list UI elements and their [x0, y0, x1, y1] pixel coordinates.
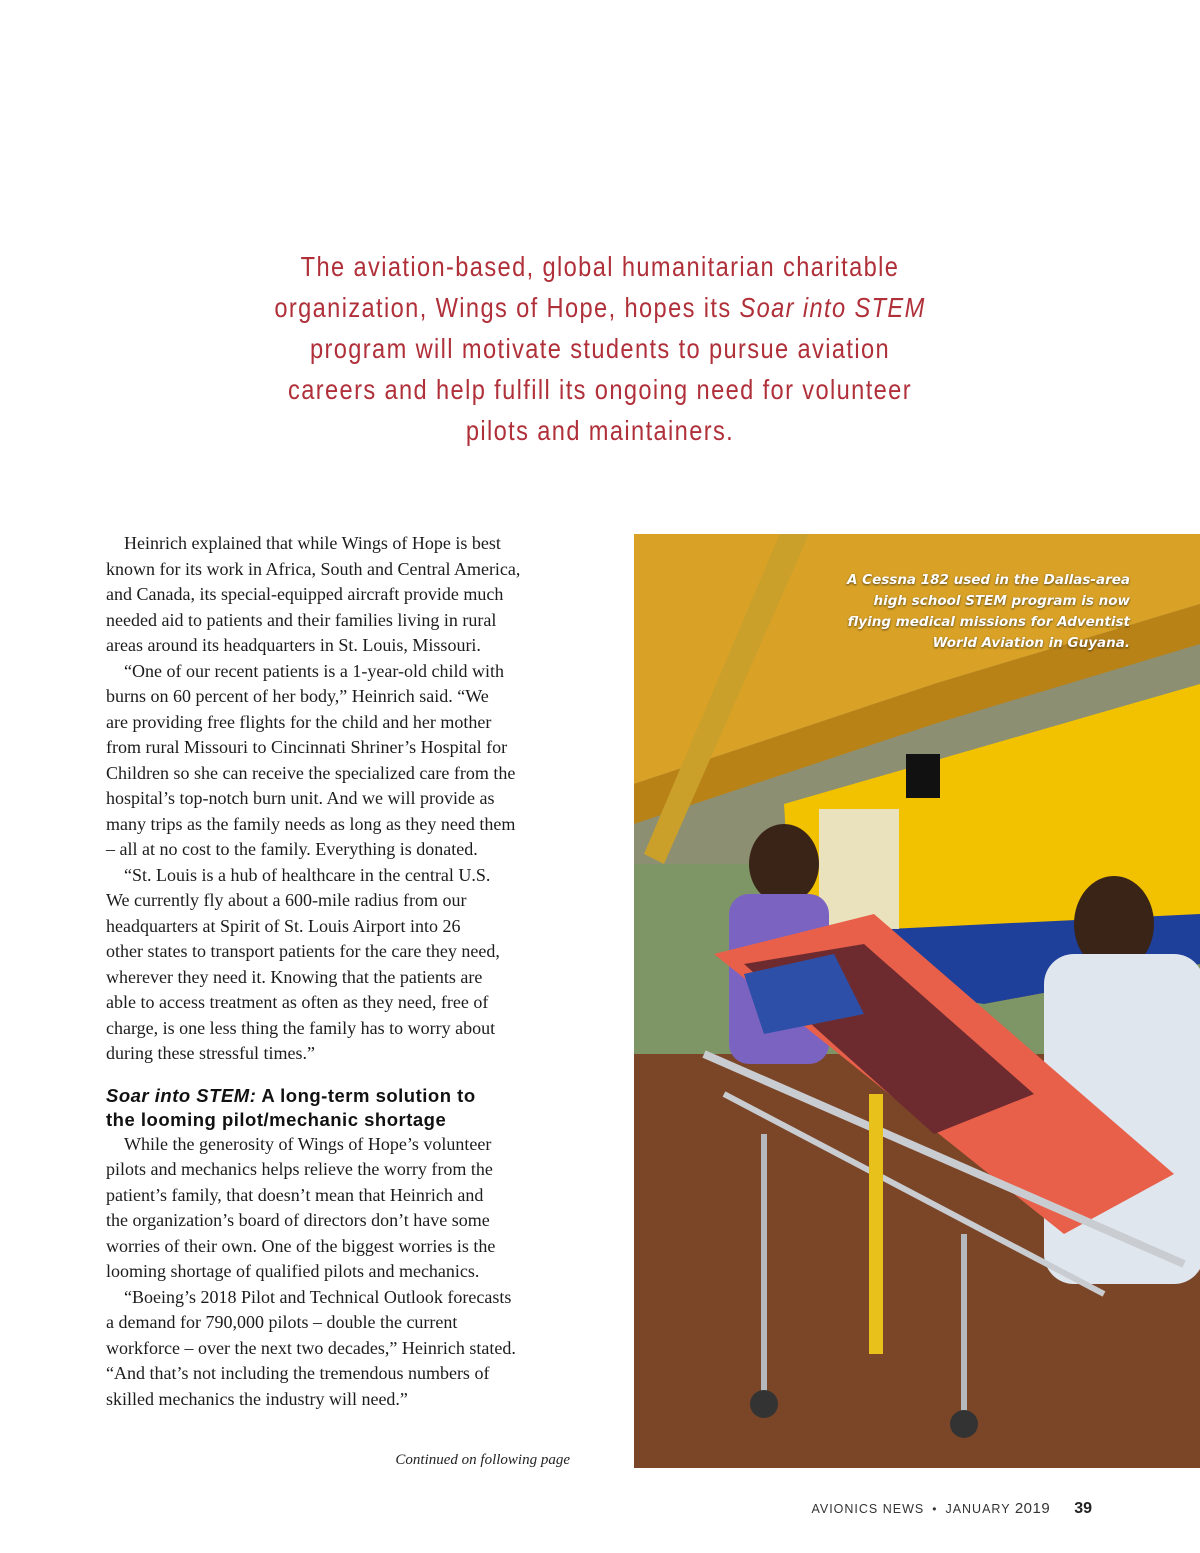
- subhead-line: the looming pilot/mechanic shortage: [106, 1108, 447, 1130]
- paragraph-3: [106, 863, 572, 1067]
- text-line: needed aid to patients and their families living in rural: [106, 609, 497, 630]
- caption-line: World Aviation in Guyana.: [932, 635, 1130, 651]
- footer-separator: •: [932, 1502, 938, 1516]
- text-line: are providing free flights for the child and her mother: [106, 711, 492, 732]
- text-line: wherever they need it. Knowing that the patients are: [106, 966, 483, 987]
- paragraph-5: [106, 1285, 572, 1413]
- issue-year: 2019: [1014, 1500, 1051, 1517]
- paragraph-4: [106, 1132, 572, 1285]
- subhead-text: A long-term solution to: [256, 1084, 476, 1106]
- text-line: patient’s family, that doesn’t mean that Heinrich and: [106, 1184, 484, 1205]
- text-line: Heinrich explained that while Wings of Hope is best: [124, 533, 501, 553]
- pull-quote-line: pilots and maintainers.: [465, 415, 735, 446]
- pull-quote-line: The aviation-based, global humanitarian charitable: [300, 251, 900, 282]
- page-number: 39: [1074, 1500, 1092, 1517]
- text-line: Children so she can receive the specialized care from the: [106, 762, 516, 783]
- text-line: headquarters at Spirit of St. Louis Airport into 26: [106, 915, 461, 936]
- publication-name: AVIONICS NEWS: [811, 1502, 925, 1516]
- text-line: other states to transport patients for the care they need,: [106, 941, 500, 961]
- issue-month: JANUARY: [945, 1502, 1011, 1516]
- text-line: the organization’s board of directors don’t have some: [106, 1210, 490, 1230]
- text-line: – all at no cost to the family. Everything is donated.: [106, 839, 478, 859]
- text-line: “Boeing’s 2018 Pilot and Technical Outlook forecasts: [124, 1286, 512, 1307]
- text-line: a demand for 790,000 pilots – double the current: [106, 1312, 458, 1332]
- text-line: charge, is one less thing the family has to worry about: [106, 1017, 496, 1038]
- article-photo: [634, 534, 1200, 1468]
- text-line: skilled mechanics the industry will need.”: [106, 1388, 408, 1409]
- text-line: known for its work in Africa, South and Central America,: [106, 558, 521, 579]
- text-line: and Canada, its special-equipped aircraft provide much: [106, 584, 504, 604]
- text-line: hospital’s top-notch burn unit. And we will provide as: [106, 788, 495, 808]
- text-line: burns on 60 percent of her body,” Heinrich said. “We: [106, 686, 489, 706]
- caption-line: flying medical missions for Adventist: [847, 614, 1130, 630]
- text-line: looming shortage of qualified pilots and mechanics.: [106, 1261, 480, 1281]
- subhead-line: [106, 1084, 572, 1108]
- paragraph-2: [106, 659, 572, 863]
- caption-line: A Cessna 182 used in the Dallas-area: [847, 572, 1130, 588]
- caption-line: high school STEM program is now: [873, 593, 1130, 609]
- pull-quote: [256, 246, 944, 451]
- text-line: able to access treatment as often as they need, free of: [106, 992, 489, 1012]
- text-line: While the generosity of Wings of Hope’s volunteer: [124, 1133, 492, 1154]
- text-line: “And that’s not including the tremendous numbers of: [106, 1363, 490, 1383]
- text-line: workforce – over the next two decades,” Heinrich stated.: [106, 1337, 516, 1358]
- pull-quote-line: program will motivate students to pursue aviation: [309, 333, 891, 364]
- text-line: during these stressful times.”: [106, 1043, 315, 1063]
- text-line: pilots and mechanics helps relieve the worry from the: [106, 1159, 493, 1179]
- article-body: [106, 531, 572, 1412]
- text-line: from rural Missouri to Cincinnati Shriner’s Hospital for: [106, 737, 508, 757]
- text-line: many trips as the family needs as long as they need them: [106, 813, 516, 834]
- pull-quote-line: [256, 287, 944, 328]
- text-line: worries of their own. One of the biggest worries is the: [106, 1235, 496, 1256]
- subhead-program-name: Soar into STEM:: [106, 1084, 257, 1106]
- photo-illustration: [634, 534, 1200, 1468]
- photo-caption: [810, 570, 1130, 654]
- pull-quote-program-name: Soar into STEM: [739, 292, 926, 323]
- pull-quote-line: careers and help fulfill its ongoing need for volunteer: [288, 374, 912, 405]
- continued-notice: Continued on following page: [395, 1452, 570, 1468]
- text-line: We currently fly about a 600-mile radius from our: [106, 890, 467, 910]
- section-subhead: [106, 1084, 572, 1132]
- page-footer: [811, 1500, 1092, 1518]
- paragraph-1: [106, 531, 572, 659]
- text-line: areas around its headquarters in St. Louis, Missouri.: [106, 635, 481, 655]
- text-line: “St. Louis is a hub of healthcare in the central U.S.: [124, 864, 491, 885]
- pull-quote-text: organization, Wings of Hope, hopes its: [274, 292, 740, 323]
- text-line: “One of our recent patients is a 1-year-old child with: [124, 660, 505, 681]
